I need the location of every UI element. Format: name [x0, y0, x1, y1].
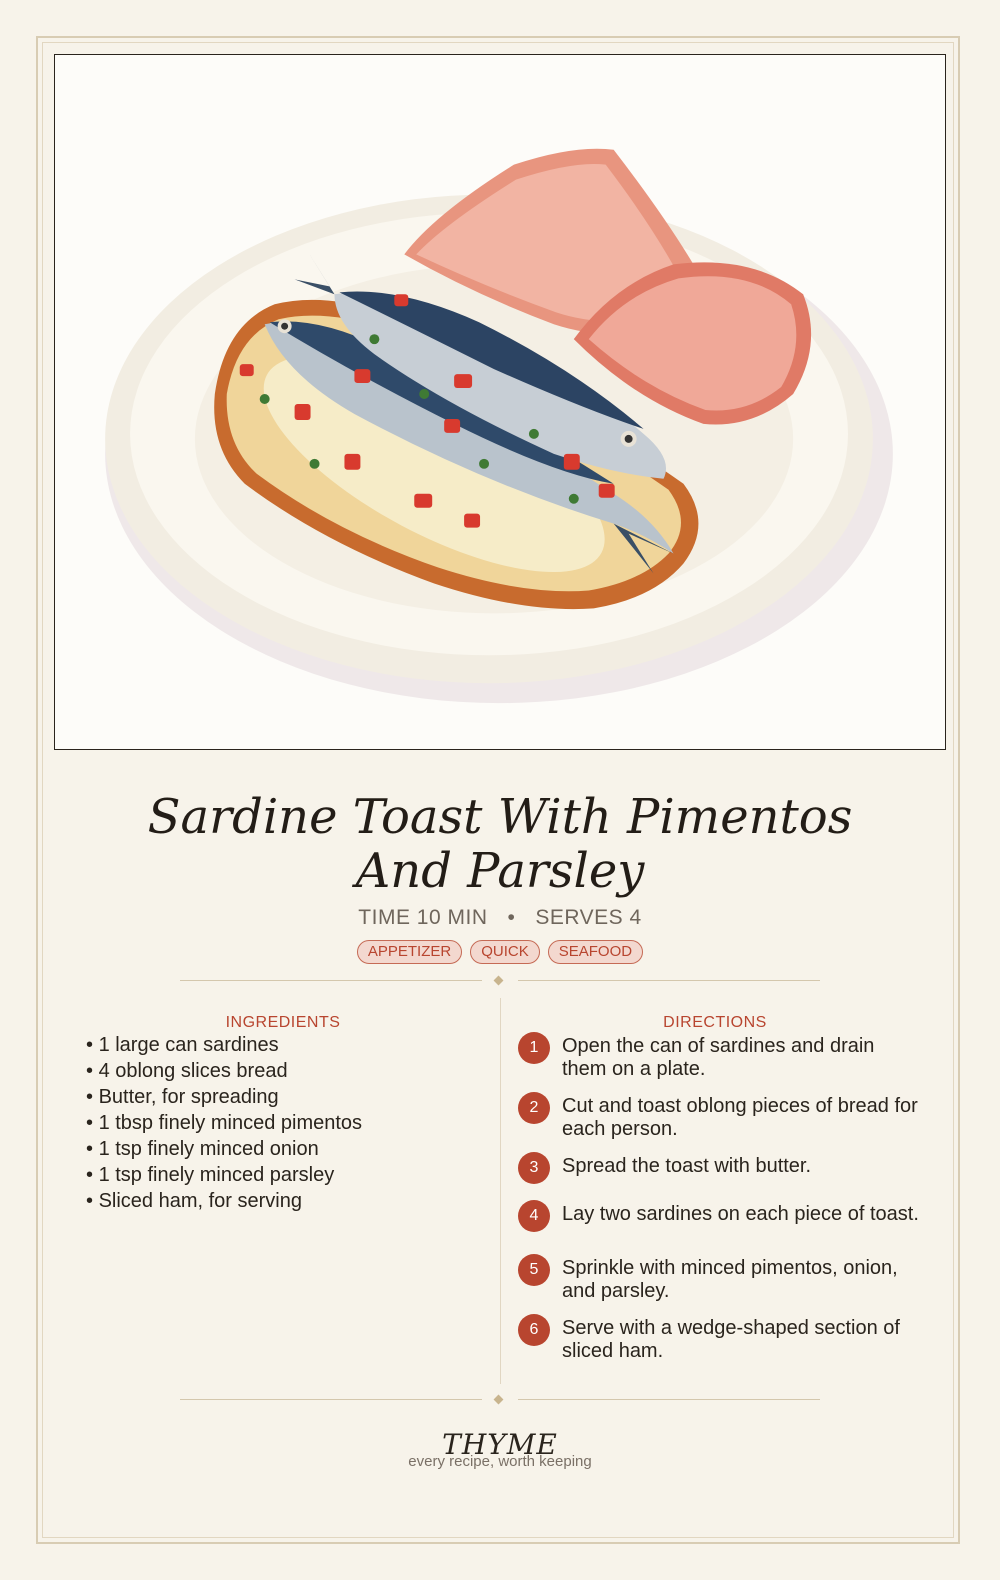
- ingredient-item: • 1 large can sardines: [86, 1032, 486, 1058]
- ingredient-item: • 1 tbsp finely minced pimentos: [86, 1110, 486, 1136]
- tag-list: [0, 940, 1000, 964]
- step-text: Spread the toast with butter.: [562, 1155, 812, 1177]
- time-label: TIME 10 MIN: [358, 906, 488, 929]
- step-number-badge: 6: [518, 1314, 550, 1346]
- diamond-ornament: [494, 1395, 504, 1405]
- brand-tagline: every recipe, worth keeping: [408, 1453, 592, 1470]
- directions-heading: DIRECTIONS: [663, 1014, 767, 1031]
- step-number-badge: 4: [518, 1200, 550, 1232]
- step-number-badge: 5: [518, 1254, 550, 1286]
- ingredient-item: • Butter, for spreading: [86, 1084, 486, 1110]
- recipe-title: Sardine Toast With Pimentos And Parsley: [147, 789, 853, 899]
- step-number-badge: 3: [518, 1152, 550, 1184]
- top-divider: [180, 975, 820, 987]
- step-number-badge: 2: [518, 1092, 550, 1124]
- ingredients-list: [86, 1032, 486, 1214]
- ingredient-item: • 4 oblong slices bread: [86, 1058, 486, 1084]
- step-text: Open the can of sardines and drain them on a plate.: [562, 1035, 875, 1080]
- step-text: Serve with a wedge-shaped section of sliced ham.: [562, 1317, 900, 1362]
- step-text: Sprinkle with minced pimentos, onion, and parsley.: [562, 1257, 898, 1302]
- step-text: Cut and toast oblong pieces of bread for each person.: [562, 1095, 918, 1140]
- step-number-badge: 1: [518, 1032, 550, 1064]
- tag-quick[interactable]: QUICK: [470, 940, 540, 964]
- recipe-photo: [54, 54, 946, 750]
- ingredients-heading: INGREDIENTS: [225, 1014, 341, 1031]
- step-text: Lay two sardines on each piece of toast.: [562, 1203, 919, 1225]
- ingredient-item: • Sliced ham, for serving: [86, 1188, 486, 1214]
- recipe-meta: [0, 906, 1000, 930]
- serves-label: SERVES 4: [535, 906, 642, 929]
- column-separator: [500, 998, 501, 1384]
- meta-separator: •: [507, 906, 516, 929]
- brand-logo: THYME: [442, 1428, 558, 1461]
- ingredient-item: • 1 tsp finely minced parsley: [86, 1162, 486, 1188]
- tag-appetizer[interactable]: APPETIZER: [357, 940, 462, 964]
- tag-seafood[interactable]: SEAFOOD: [548, 940, 643, 964]
- diamond-ornament: [494, 976, 504, 986]
- ingredient-item: • 1 tsp finely minced onion: [86, 1136, 486, 1162]
- bottom-divider: [180, 1394, 820, 1406]
- sardine-toast-illustration: [55, 55, 945, 749]
